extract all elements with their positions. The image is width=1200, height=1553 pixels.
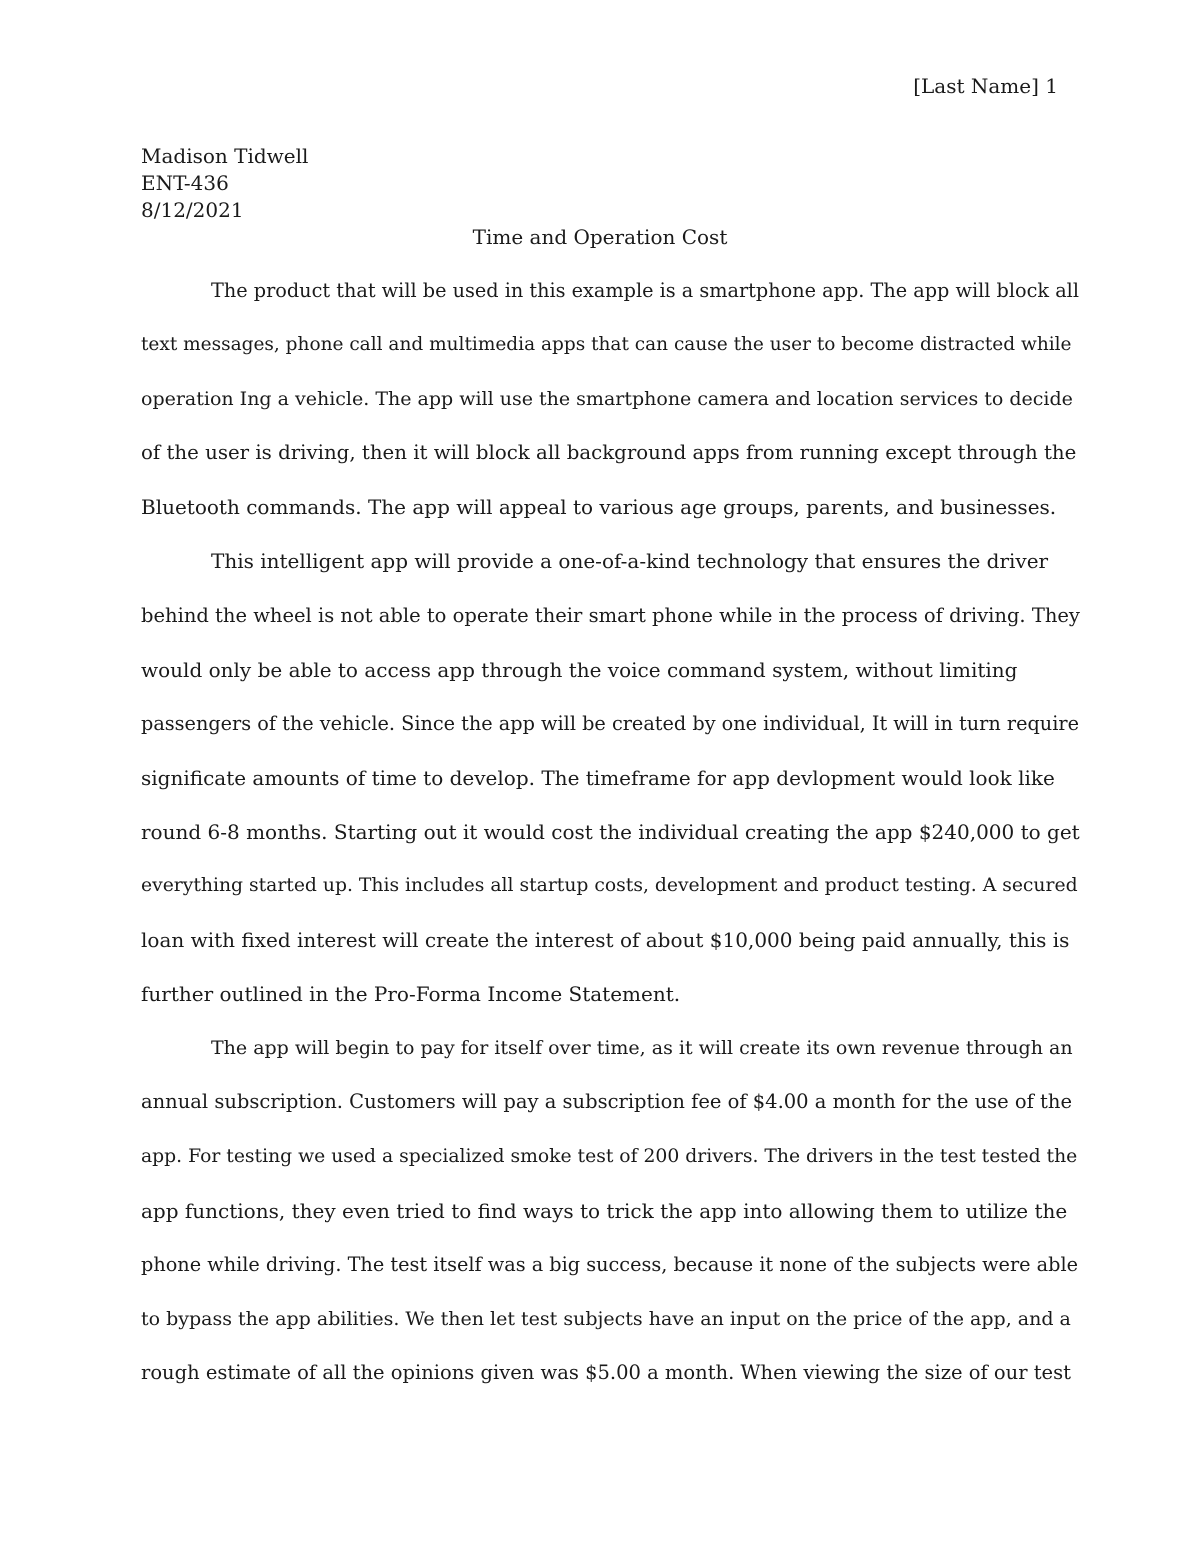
paragraph-line: app. For testing we used a specialized smoke test of 200 drivers. The drivers in the test tested the — [141, 1145, 1078, 1167]
paragraph-line: behind the wheel is not able to operate their smart phone while in the process of driving. They — [141, 603, 1080, 627]
paragraph-line: to bypass the app abilities. We then let test subjects have an input on the price of the app, and a — [141, 1307, 1071, 1330]
paragraph-line: Bluetooth commands. The app will appeal to various age groups, parents, and businesses. — [141, 495, 1057, 520]
paragraph-line: would only be able to access app through the voice command system, without limiting — [141, 657, 1018, 682]
paragraph-line: app functions, they even tried to find ways to trick the app into allowing them to utilize the — [141, 1198, 1068, 1223]
running-head: [Last Name] 1 — [913, 74, 1058, 98]
paragraph-line: annual subscription. Customers will pay a subscription fee of $4.00 a month for the use of the — [141, 1090, 1072, 1114]
paragraph-line: passengers of the vehicle. Since the app will be created by one individual, It will in turn require — [141, 711, 1079, 735]
paragraph-line: significate amounts of time to develop. The timeframe for app devlopment would look like — [141, 765, 1055, 790]
paragraph-line: operation Ing a vehicle. The app will use the smartphone camera and location services to decide — [141, 388, 1073, 411]
heading-block — [141, 143, 308, 224]
course-code: ENT-436 — [141, 171, 229, 195]
paragraph-line: further outlined in the Pro-Forma Income Statement. — [141, 982, 681, 1007]
paragraph-line: The app will begin to pay for itself over time, as it will create its own revenue through an — [211, 1037, 1073, 1060]
author-name: Madison Tidwell — [141, 144, 309, 168]
paragraph-line: rough estimate of all the opinions given was $5.00 a month. When viewing the size of our test — [141, 1360, 1071, 1384]
paragraph-line: everything started up. This includes all startup costs, development and product testing. A secured — [141, 875, 1078, 897]
paragraph-line: text messages, phone call and multimedia apps that can cause the user to become distracted while — [141, 334, 1072, 356]
paragraph-line: loan with fixed interest will create the interest of about $10,000 being paid annually, this is — [141, 928, 1070, 953]
paragraph-line: This intelligent app will provide a one-of-a-kind technology that ensures the driver — [211, 549, 1049, 574]
paragraph-line: The product that will be used in this example is a smartphone app. The app will block all — [211, 279, 1079, 302]
document-date: 8/12/2021 — [141, 198, 244, 222]
body-text — [141, 277, 1081, 1413]
paragraph-line: of the user is driving, then it will block all background apps from running except through the — [141, 441, 1077, 465]
paragraph-line: round 6-8 months. Starting out it would cost the individual creating the app $240,000 to get — [141, 819, 1080, 844]
document-title: Time and Operation Cost — [472, 225, 728, 249]
paragraph-line: phone while driving. The test itself was a big success, because it none of the subjects were able — [141, 1252, 1079, 1276]
